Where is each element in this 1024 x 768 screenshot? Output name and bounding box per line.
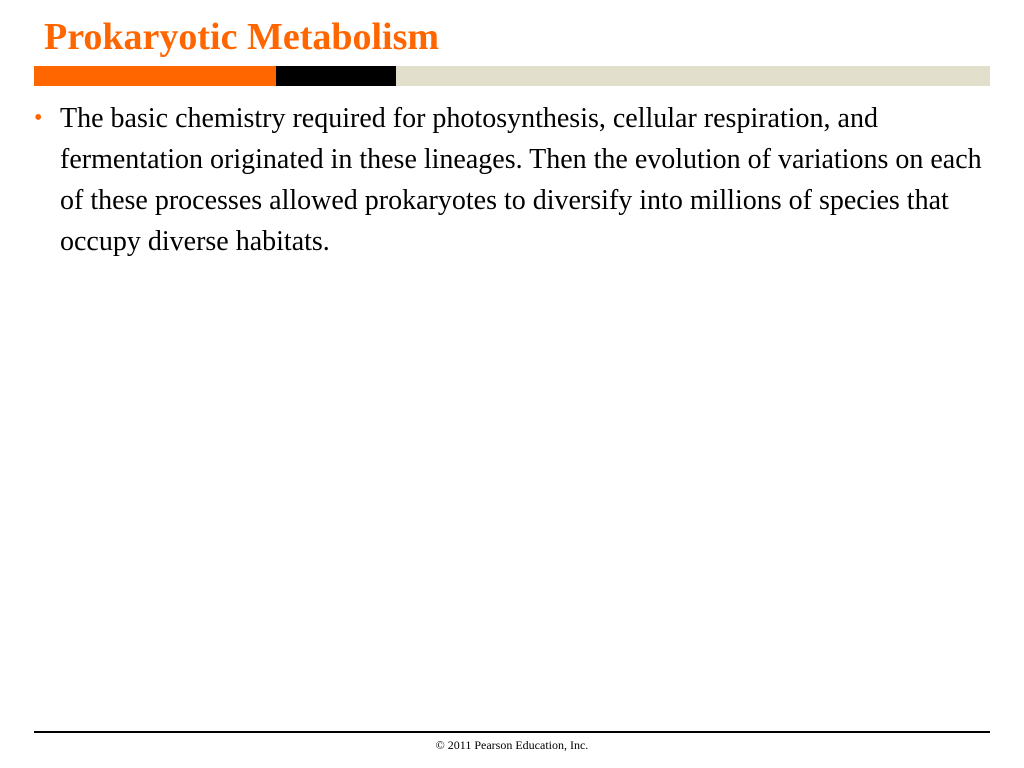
accent-segment-beige: [396, 66, 990, 86]
title-accent-bar: [34, 66, 990, 86]
accent-segment-orange: [34, 66, 276, 86]
bullet-item: [34, 98, 994, 262]
bullet-marker: •: [34, 105, 43, 131]
footer-copyright: © 2011 Pearson Education, Inc.: [435, 738, 589, 752]
bullet-list: [34, 98, 994, 262]
accent-segment-black: [276, 66, 396, 86]
slide-title: Prokaryotic Metabolism: [44, 16, 440, 58]
footer-rule: [34, 731, 990, 733]
bullet-text: The basic chemistry required for photosynthesis, cellular respiration, and fermentation originated in these lineages. Then the evolution of variations on each of these processes allowed prokaryotes to diversify into millions of species that occupy diverse habitats.: [60, 103, 982, 257]
